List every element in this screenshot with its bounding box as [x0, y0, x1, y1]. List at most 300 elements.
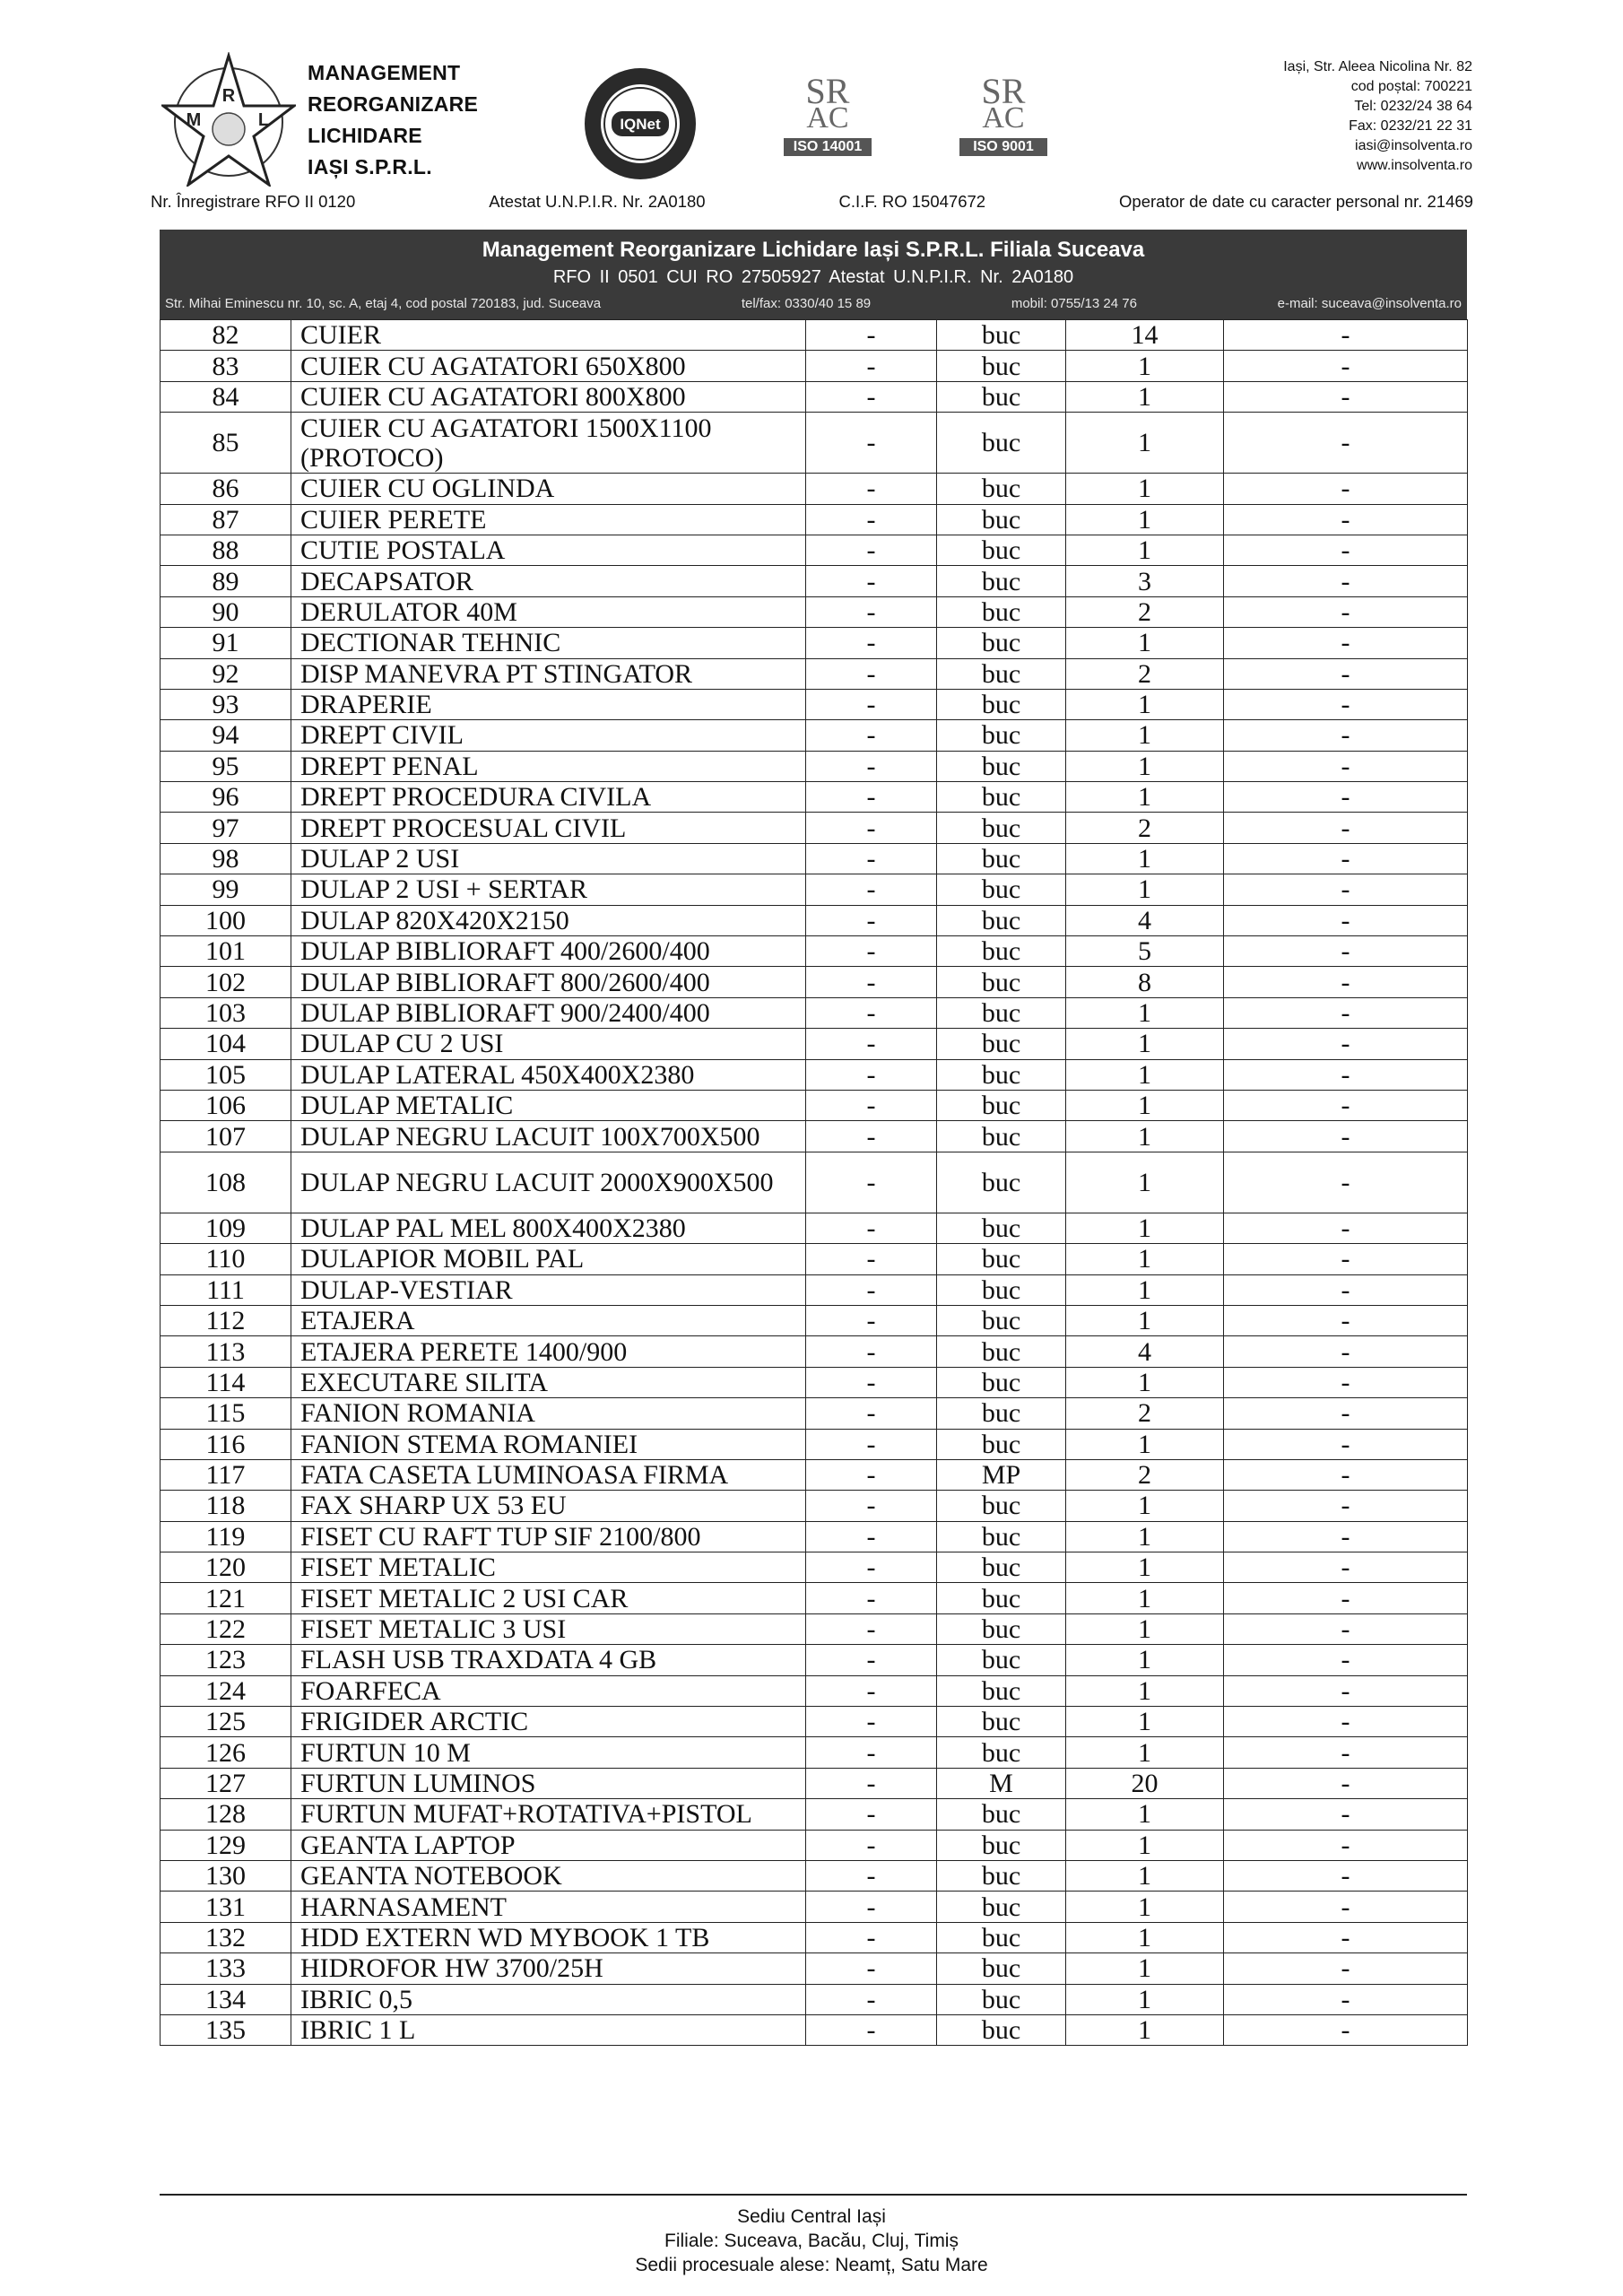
cell-um: buc — [937, 1367, 1066, 1397]
cell-nr: 121 — [161, 1583, 291, 1613]
table-row — [161, 905, 1468, 935]
cell-um: buc — [937, 1613, 1066, 1644]
cell-col6: - — [1224, 1768, 1468, 1798]
cell-col6: - — [1224, 1613, 1468, 1644]
table-row — [161, 1892, 1468, 1922]
registration-line — [151, 192, 1473, 212]
footer-line-1: Sediu Central Iași — [737, 2206, 886, 2227]
cell-um: buc — [937, 874, 1066, 905]
cell-um: buc — [937, 1860, 1066, 1891]
cell-denumire: FISET METALIC — [291, 1552, 806, 1583]
cell-col3: - — [806, 1892, 937, 1922]
cell-um: buc — [937, 997, 1066, 1028]
cell-cantitate: 2 — [1066, 658, 1224, 689]
cell-um: buc — [937, 1090, 1066, 1120]
cell-nr: 125 — [161, 1707, 291, 1737]
cell-nr: 89 — [161, 566, 291, 596]
sr-mark-2-sub: AC — [982, 101, 1025, 135]
company-name-block — [308, 57, 478, 183]
cell-col3: - — [806, 1121, 937, 1152]
cell-col6: - — [1224, 1305, 1468, 1335]
cell-col3: - — [806, 1707, 937, 1737]
registration-operator: Operator de date cu caracter personal nr. 21469 — [1119, 192, 1473, 211]
footer — [0, 2205, 1623, 2277]
cell-denumire: FLASH USB TRAXDATA 4 GB — [291, 1645, 806, 1675]
table-row — [161, 782, 1468, 813]
cell-col6: - — [1224, 1830, 1468, 1860]
cell-nr: 101 — [161, 936, 291, 967]
cell-nr: 87 — [161, 504, 291, 535]
table-row — [161, 1953, 1468, 1984]
cell-nr: 93 — [161, 689, 291, 719]
cell-col6: - — [1224, 1860, 1468, 1891]
cell-um: buc — [937, 2014, 1066, 2045]
cell-nr: 82 — [161, 320, 291, 351]
cell-denumire: DREPT PENAL — [291, 751, 806, 781]
cell-cantitate: 1 — [1066, 1922, 1224, 1952]
cell-col3: - — [806, 751, 937, 781]
cell-denumire: CUIER CU AGATATORI 650X800 — [291, 351, 806, 381]
cell-col3: - — [806, 1090, 937, 1120]
footer-divider — [160, 2194, 1467, 2196]
cell-denumire: FOARFECA — [291, 1675, 806, 1706]
cell-cantitate: 20 — [1066, 1768, 1224, 1798]
cell-col3: - — [806, 1768, 937, 1798]
cell-col3: - — [806, 1799, 937, 1830]
cell-nr: 115 — [161, 1398, 291, 1429]
cell-col6: - — [1224, 658, 1468, 689]
cell-cantitate: 1 — [1066, 1367, 1224, 1397]
cell-col3: - — [806, 320, 937, 351]
cell-um: buc — [937, 596, 1066, 627]
cell-nr: 90 — [161, 596, 291, 627]
cell-um: buc — [937, 843, 1066, 874]
cell-cantitate: 2 — [1066, 1459, 1224, 1490]
cell-cantitate: 4 — [1066, 1336, 1224, 1367]
cell-um: buc — [937, 566, 1066, 596]
cell-col6: - — [1224, 1984, 1468, 2014]
table-row — [161, 813, 1468, 843]
cell-denumire: DREPT CIVIL — [291, 720, 806, 751]
table-row — [161, 1090, 1468, 1120]
cell-col6: - — [1224, 1922, 1468, 1952]
cell-nr: 86 — [161, 474, 291, 504]
branch-mobile: mobil: 0755/13 24 76 — [1011, 296, 1137, 311]
table-row — [161, 1213, 1468, 1243]
cell-denumire: DECTIONAR TEHNIC — [291, 628, 806, 658]
cell-cantitate: 2 — [1066, 596, 1224, 627]
cell-um: buc — [937, 413, 1066, 474]
cell-cantitate: 1 — [1066, 1152, 1224, 1213]
cell-denumire: FURTUN LUMINOS — [291, 1768, 806, 1798]
cell-cantitate: 8 — [1066, 967, 1224, 997]
cell-col3: - — [806, 1645, 937, 1675]
table-row — [161, 1029, 1468, 1059]
registration-rfo: Nr. Înregistrare RFO II 0120 — [151, 192, 356, 211]
cell-denumire: CUIER PERETE — [291, 504, 806, 535]
cell-um: buc — [937, 905, 1066, 935]
company-line-1: MANAGEMENT — [308, 61, 461, 84]
cell-col3: - — [806, 2014, 937, 2045]
cell-nr: 111 — [161, 1274, 291, 1305]
branch-ids: RFO II 0501 CUI RO 27505927 Atestat U.N.P.I.R. Nr. 2A0180 — [552, 267, 1074, 287]
cell-denumire: CUIER CU AGATATORI 800X800 — [291, 381, 806, 412]
cell-col3: - — [806, 381, 937, 412]
cell-denumire: FURTUN MUFAT+ROTATIVA+PISTOL — [291, 1799, 806, 1830]
registration-atestat: Atestat U.N.P.I.R. Nr. 2A0180 — [489, 192, 706, 211]
cell-col6: - — [1224, 1459, 1468, 1490]
contact-postal-code: cod poștal: 700221 — [1350, 79, 1472, 94]
table-row — [161, 1922, 1468, 1952]
table-row — [161, 720, 1468, 751]
cell-nr: 132 — [161, 1922, 291, 1952]
cell-um: buc — [937, 936, 1066, 967]
cell-col6: - — [1224, 1799, 1468, 1830]
cell-denumire: DULAP BIBLIORAFT 900/2400/400 — [291, 997, 806, 1028]
cell-denumire: IBRIC 0,5 — [291, 1984, 806, 2014]
cell-denumire: GEANTA LAPTOP — [291, 1830, 806, 1860]
cell-col6: - — [1224, 1645, 1468, 1675]
cell-denumire: ETAJERA PERETE 1400/900 — [291, 1336, 806, 1367]
cell-col6: - — [1224, 1090, 1468, 1120]
cell-um: buc — [937, 474, 1066, 504]
cell-um: buc — [937, 1429, 1066, 1459]
cell-col3: - — [806, 1336, 937, 1367]
cell-um: M — [937, 1768, 1066, 1798]
cell-denumire: DISP MANEVRA PT STINGATOR — [291, 658, 806, 689]
cell-nr: 129 — [161, 1830, 291, 1860]
cell-um: buc — [937, 504, 1066, 535]
cell-col6: - — [1224, 1707, 1468, 1737]
cell-col6: - — [1224, 1429, 1468, 1459]
cell-cantitate: 1 — [1066, 1213, 1224, 1243]
cell-col3: - — [806, 1152, 937, 1213]
sr-mark-1-sub: AC — [806, 101, 849, 135]
cell-cantitate: 1 — [1066, 751, 1224, 781]
cell-cantitate: 1 — [1066, 1953, 1224, 1984]
table-row — [161, 1336, 1468, 1367]
cell-cantitate: 5 — [1066, 936, 1224, 967]
table-row — [161, 1830, 1468, 1860]
company-line-3: LICHIDARE — [308, 124, 422, 147]
table-row — [161, 351, 1468, 381]
cell-nr: 110 — [161, 1244, 291, 1274]
cell-col6: - — [1224, 874, 1468, 905]
cell-nr: 107 — [161, 1121, 291, 1152]
cell-col6: - — [1224, 782, 1468, 813]
cell-nr: 135 — [161, 2014, 291, 2045]
company-line-4: IAȘI S.P.R.L. — [308, 155, 432, 178]
cell-nr: 98 — [161, 843, 291, 874]
cell-denumire: DERULATOR 40M — [291, 596, 806, 627]
cell-col3: - — [806, 1398, 937, 1429]
sr-mark-1-letters: SR — [805, 71, 850, 111]
cell-col6: - — [1224, 720, 1468, 751]
table-row — [161, 1121, 1468, 1152]
cell-nr: 119 — [161, 1521, 291, 1552]
cell-denumire: FANION STEMA ROMANIEI — [291, 1429, 806, 1459]
cell-um: buc — [937, 1552, 1066, 1583]
cell-um: buc — [937, 1305, 1066, 1335]
cell-denumire: DULAP METALIC — [291, 1090, 806, 1120]
cell-denumire: EXECUTARE SILITA — [291, 1367, 806, 1397]
cell-denumire: DECAPSATOR — [291, 566, 806, 596]
cell-cantitate: 1 — [1066, 535, 1224, 565]
cell-denumire: DULAP 820X420X2150 — [291, 905, 806, 935]
cell-um: buc — [937, 628, 1066, 658]
table-row — [161, 1860, 1468, 1891]
cell-cantitate: 1 — [1066, 1429, 1224, 1459]
cell-cantitate: 1 — [1066, 1799, 1224, 1830]
cell-cantitate: 1 — [1066, 381, 1224, 412]
cell-denumire: CUIER CU AGATATORI 1500X1100 (PROTOCO) — [291, 413, 806, 474]
cell-nr: 99 — [161, 874, 291, 905]
cell-nr: 131 — [161, 1892, 291, 1922]
table-row — [161, 1367, 1468, 1397]
cell-denumire: GEANTA NOTEBOOK — [291, 1860, 806, 1891]
cell-col3: - — [806, 813, 937, 843]
cell-col6: - — [1224, 813, 1468, 843]
cell-col6: - — [1224, 905, 1468, 935]
cell-col3: - — [806, 628, 937, 658]
cell-denumire: FISET METALIC 3 USI — [291, 1613, 806, 1644]
branch-contact-row — [165, 296, 1462, 311]
table-row — [161, 535, 1468, 565]
table-row — [161, 1305, 1468, 1335]
cell-nr: 103 — [161, 997, 291, 1028]
cell-col3: - — [806, 1922, 937, 1952]
cell-cantitate: 1 — [1066, 720, 1224, 751]
cell-cantitate: 1 — [1066, 1274, 1224, 1305]
table-row — [161, 936, 1468, 967]
cell-col6: - — [1224, 1336, 1468, 1367]
cell-col3: - — [806, 720, 937, 751]
branch-banner — [160, 230, 1467, 319]
cell-col6: - — [1224, 1121, 1468, 1152]
cell-col3: - — [806, 1860, 937, 1891]
cell-denumire: DULAP-VESTIAR — [291, 1274, 806, 1305]
cell-um: buc — [937, 1244, 1066, 1274]
cell-col3: - — [806, 1521, 937, 1552]
table-row — [161, 566, 1468, 596]
cell-col3: - — [806, 351, 937, 381]
cell-cantitate: 1 — [1066, 1892, 1224, 1922]
cell-um: buc — [937, 1152, 1066, 1213]
cell-col6: - — [1224, 566, 1468, 596]
contact-email[interactable]: iasi@insolventa.ro — [1355, 138, 1472, 153]
table-row — [161, 1583, 1468, 1613]
cell-nr: 120 — [161, 1552, 291, 1583]
cell-cantitate: 14 — [1066, 320, 1224, 351]
iqnet-label: IQNet — [620, 116, 661, 133]
branch-phone: tel/fax: 0330/40 15 89 — [741, 296, 872, 311]
cell-nr: 104 — [161, 1029, 291, 1059]
cell-um: buc — [937, 967, 1066, 997]
cell-col3: - — [806, 997, 937, 1028]
cell-nr: 92 — [161, 658, 291, 689]
company-logo-icon — [161, 52, 296, 187]
cell-col6: - — [1224, 1491, 1468, 1521]
cell-col3: - — [806, 905, 937, 935]
cell-nr: 134 — [161, 1984, 291, 2014]
cell-denumire: DULAP NEGRU LACUIT 2000X900X500 — [291, 1152, 806, 1213]
cell-cantitate: 2 — [1066, 813, 1224, 843]
company-line-2: REORGANIZARE — [308, 92, 479, 116]
cell-nr: 123 — [161, 1645, 291, 1675]
cell-cantitate: 1 — [1066, 1090, 1224, 1120]
cell-cantitate: 1 — [1066, 1645, 1224, 1675]
table-row — [161, 1675, 1468, 1706]
cell-um: buc — [937, 1213, 1066, 1243]
table-row — [161, 1613, 1468, 1644]
cell-col3: - — [806, 1613, 937, 1644]
table-row — [161, 874, 1468, 905]
cell-col3: - — [806, 413, 937, 474]
table-row — [161, 658, 1468, 689]
sr-mark-2-iso: ISO 9001 — [959, 138, 1047, 156]
cell-col6: - — [1224, 474, 1468, 504]
cell-um: buc — [937, 1583, 1066, 1613]
contact-fax: Fax: 0232/21 22 31 — [1349, 118, 1472, 134]
cell-denumire: HARNASAMENT — [291, 1892, 806, 1922]
cell-col3: - — [806, 967, 937, 997]
cell-cantitate: 1 — [1066, 689, 1224, 719]
cell-denumire: CUIER CU OGLINDA — [291, 474, 806, 504]
cell-col3: - — [806, 1213, 937, 1243]
cell-col6: - — [1224, 628, 1468, 658]
cell-col6: - — [1224, 504, 1468, 535]
cell-cantitate: 2 — [1066, 1398, 1224, 1429]
cell-nr: 130 — [161, 1860, 291, 1891]
cell-col3: - — [806, 504, 937, 535]
cell-nr: 109 — [161, 1213, 291, 1243]
contact-block — [1283, 57, 1472, 176]
cell-nr: 126 — [161, 1737, 291, 1768]
cell-col6: - — [1224, 1367, 1468, 1397]
sr-certification-mark-2 — [954, 72, 1053, 158]
cell-nr: 102 — [161, 967, 291, 997]
cell-col6: - — [1224, 596, 1468, 627]
branch-email[interactable]: e-mail: suceava@insolventa.ro — [1277, 296, 1462, 311]
contact-website[interactable]: www.insolventa.ro — [1357, 158, 1472, 173]
cell-denumire: DULAP BIBLIORAFT 800/2600/400 — [291, 967, 806, 997]
cell-col3: - — [806, 1029, 937, 1059]
cell-nr: 127 — [161, 1768, 291, 1798]
table-row — [161, 2014, 1468, 2045]
cell-denumire: DULAP LATERAL 450X400X2380 — [291, 1059, 806, 1090]
table-row — [161, 1521, 1468, 1552]
table-row — [161, 320, 1468, 351]
cell-nr: 95 — [161, 751, 291, 781]
cell-cantitate: 1 — [1066, 1675, 1224, 1706]
sr-certification-mark-1 — [778, 72, 877, 158]
cell-col3: - — [806, 843, 937, 874]
cell-col3: - — [806, 1244, 937, 1274]
cell-col6: - — [1224, 1675, 1468, 1706]
cell-col6: - — [1224, 1244, 1468, 1274]
cell-denumire: FISET METALIC 2 USI CAR — [291, 1583, 806, 1613]
cell-col6: - — [1224, 351, 1468, 381]
cell-um: buc — [937, 1059, 1066, 1090]
cell-nr: 91 — [161, 628, 291, 658]
cell-nr: 108 — [161, 1152, 291, 1213]
cell-um: buc — [937, 1274, 1066, 1305]
cell-denumire: DULAPIOR MOBIL PAL — [291, 1244, 806, 1274]
cell-nr: 116 — [161, 1429, 291, 1459]
table-row — [161, 1707, 1468, 1737]
cell-cantitate: 1 — [1066, 1521, 1224, 1552]
cell-col3: - — [806, 596, 937, 627]
cell-nr: 100 — [161, 905, 291, 935]
cell-um: buc — [937, 320, 1066, 351]
table-row — [161, 997, 1468, 1028]
cell-cantitate: 1 — [1066, 504, 1224, 535]
cell-um: buc — [937, 1491, 1066, 1521]
cell-denumire: DULAP 2 USI — [291, 843, 806, 874]
cell-cantitate: 1 — [1066, 997, 1224, 1028]
cell-cantitate: 1 — [1066, 874, 1224, 905]
cell-col3: - — [806, 1059, 937, 1090]
cell-denumire: DULAP NEGRU LACUIT 100X700X500 — [291, 1121, 806, 1152]
cell-cantitate: 1 — [1066, 351, 1224, 381]
cell-col3: - — [806, 1737, 937, 1768]
table-row — [161, 1398, 1468, 1429]
cell-um: buc — [937, 1799, 1066, 1830]
cell-col6: - — [1224, 1213, 1468, 1243]
table-row — [161, 843, 1468, 874]
cell-um: buc — [937, 535, 1066, 565]
cell-cantitate: 1 — [1066, 1613, 1224, 1644]
table-row — [161, 474, 1468, 504]
table-row — [161, 1645, 1468, 1675]
cell-col3: - — [806, 874, 937, 905]
cell-nr: 84 — [161, 381, 291, 412]
cell-col6: - — [1224, 535, 1468, 565]
cell-col3: - — [806, 1459, 937, 1490]
cell-um: buc — [937, 1953, 1066, 1984]
cell-col6: - — [1224, 1274, 1468, 1305]
cell-cantitate: 1 — [1066, 782, 1224, 813]
cell-col6: - — [1224, 997, 1468, 1028]
cell-cantitate: 1 — [1066, 1860, 1224, 1891]
cell-um: buc — [937, 1645, 1066, 1675]
cell-cantitate: 4 — [1066, 905, 1224, 935]
cell-um: buc — [937, 689, 1066, 719]
cell-denumire: DULAP PAL MEL 800X400X2380 — [291, 1213, 806, 1243]
cell-cantitate: 1 — [1066, 1707, 1224, 1737]
logo-letter-left: M — [186, 110, 202, 130]
table-row — [161, 1244, 1468, 1274]
cell-um: buc — [937, 1336, 1066, 1367]
cell-col3: - — [806, 782, 937, 813]
cell-denumire: FURTUN 10 M — [291, 1737, 806, 1768]
cell-um: buc — [937, 1892, 1066, 1922]
cell-um: buc — [937, 813, 1066, 843]
cell-denumire: DULAP 2 USI + SERTAR — [291, 874, 806, 905]
sr-mark-1-iso: ISO 14001 — [784, 138, 872, 156]
cell-denumire: FRIGIDER ARCTIC — [291, 1707, 806, 1737]
branch-title: Management Reorganizare Lichidare Iași S.P.R.L. Filiala Suceava — [482, 238, 1145, 262]
cell-um: buc — [937, 1737, 1066, 1768]
cell-um: buc — [937, 782, 1066, 813]
contact-address: Iași, Str. Aleea Nicolina Nr. 82 — [1283, 59, 1472, 74]
cell-nr: 124 — [161, 1675, 291, 1706]
table-row — [161, 1552, 1468, 1583]
cell-cantitate: 1 — [1066, 628, 1224, 658]
cell-col3: - — [806, 1953, 937, 1984]
cell-nr: 133 — [161, 1953, 291, 1984]
cell-col6: - — [1224, 967, 1468, 997]
